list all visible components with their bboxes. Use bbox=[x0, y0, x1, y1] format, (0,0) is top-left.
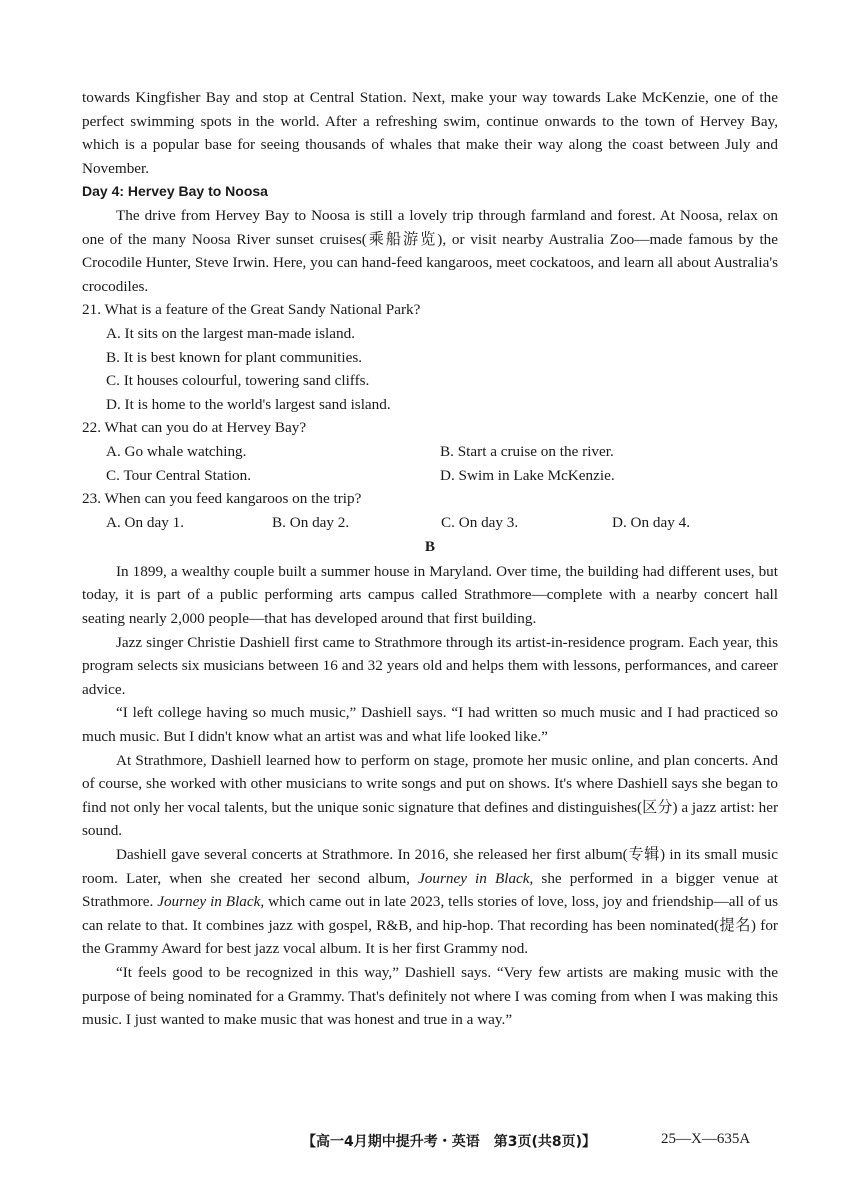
text-run: Dashiell gave several concerts at Strathmore. In 2016, she released her first album(专辑) in its small music room. Later, when she created her second album, bbox=[82, 846, 778, 887]
answer-option: A. On day 1. bbox=[106, 513, 185, 531]
answer-option: C. It houses colourful, towering sand cliffs. bbox=[106, 372, 370, 390]
album-title: Journey in Black bbox=[418, 869, 530, 887]
passage-b-paragraph: “I left college having so much music,” Dashiell says. “I had written so much music and I had practiced so much music. But I didn't know what an artist was and what life looked like.” bbox=[82, 704, 778, 746]
passage-b-paragraph: In 1899, a wealthy couple built a summer house in Maryland. Over time, the building had different uses, but today, it is part of a public performing arts campus called Strathmore—complete with a nearby concert hall seating nearly 2,000 people—that has developed around that first building. bbox=[82, 562, 778, 628]
answer-option: D. On day 4. bbox=[612, 513, 691, 531]
exam-page bbox=[82, 86, 778, 1032]
option-row bbox=[106, 440, 778, 464]
passage-a-paragraph: The drive from Hervey Bay to Noosa is still a lovely trip through farmland and forest. At Noosa, relax on one of the many Noosa River sunset cruises(乘船游览), or visit nearby Australia Zoo—made famous by the Crocodile Hunter, Steve Irwin. Here, you can hand-feed kangaroos, meet cockatoos, and learn all about Australia's crocodiles. bbox=[82, 206, 778, 295]
option-row bbox=[106, 511, 778, 535]
footer-code: 25—X—635A bbox=[661, 1131, 751, 1147]
passage-b-paragraph: At Strathmore, Dashiell learned how to perform on stage, promote her music online, and plan concerts. And of course, she worked with other musicians to write songs and put on shows. It's where Dashiell says she began to find not only her vocal talents, but the unique sonic signature that defines and distinguishes(区分) a jazz artist: her sound. bbox=[82, 751, 778, 840]
passage-b-paragraph: Jazz singer Christie Dashiell first came to Strathmore through its artist-in-residence program. Each year, this program selects six musicians between 16 and 32 years old and helps them with lessons, performances, and career advice. bbox=[82, 633, 778, 698]
passage-b-paragraph: “It feels good to be recognized in this way,” Dashiell says. “Very few artists are making music with the purpose of being nominated for a Grammy. That's definitely not where I was coming from when I was making this music. I just wanted to make music that was honest and true in a way.” bbox=[82, 963, 778, 1029]
answer-option: C. On day 3. bbox=[441, 513, 519, 531]
passage-a-paragraph: towards Kingfisher Bay and stop at Central Station. Next, make your way towards Lake McKenzie, one of the perfect swimming spots in the world. After a refreshing swim, continue onwards to the town of Hervey Bay, which is a popular base for seeing thousands of whales that make their way along the coast between July and November. bbox=[82, 89, 778, 177]
answer-option: D. Swim in Lake McKenzie. bbox=[440, 466, 615, 484]
answer-option: B. It is best known for plant communities. bbox=[106, 348, 363, 366]
answer-option: A. It sits on the largest man-made island. bbox=[106, 324, 355, 342]
question-21 bbox=[82, 298, 778, 416]
answer-option: D. It is home to the world's largest sand island. bbox=[106, 395, 391, 413]
day4-heading: Day 4: Hervey Bay to Noosa bbox=[82, 183, 268, 200]
footer-exam-info: 【高一4月期中提升考・英语 第3页(共8页)】 bbox=[302, 1134, 597, 1150]
section-b-heading: B bbox=[424, 538, 436, 556]
question-22 bbox=[82, 416, 778, 487]
question-stem: 21. What is a feature of the Great Sandy National Park? bbox=[82, 301, 421, 319]
page-footer bbox=[0, 1131, 860, 1155]
option-row bbox=[106, 464, 778, 488]
passage-b-paragraph bbox=[82, 843, 778, 961]
answer-option: B. On day 2. bbox=[272, 513, 350, 531]
answer-option: C. Tour Central Station. bbox=[106, 466, 252, 484]
answer-option: A. Go whale watching. bbox=[106, 442, 247, 460]
text-run: , which came out in late 2023, tells stories of love, loss, joy and friendship—all of us can relate to that. It combines jazz with gospel, R&B, and hip-hop. That recording has been nominated(提名) for the Grammy Award for best jazz vocal album. It is her first Grammy nod. bbox=[82, 893, 778, 958]
question-stem: 23. When can you feed kangaroos on the trip? bbox=[82, 490, 362, 508]
text-run: , she performed in a bigger venue at Strathmore. bbox=[82, 869, 778, 911]
answer-option: B. Start a cruise on the river. bbox=[440, 442, 614, 460]
question-stem: 22. What can you do at Hervey Bay? bbox=[82, 419, 307, 437]
album-title: Journey in Black bbox=[157, 893, 261, 911]
question-23 bbox=[82, 487, 778, 534]
